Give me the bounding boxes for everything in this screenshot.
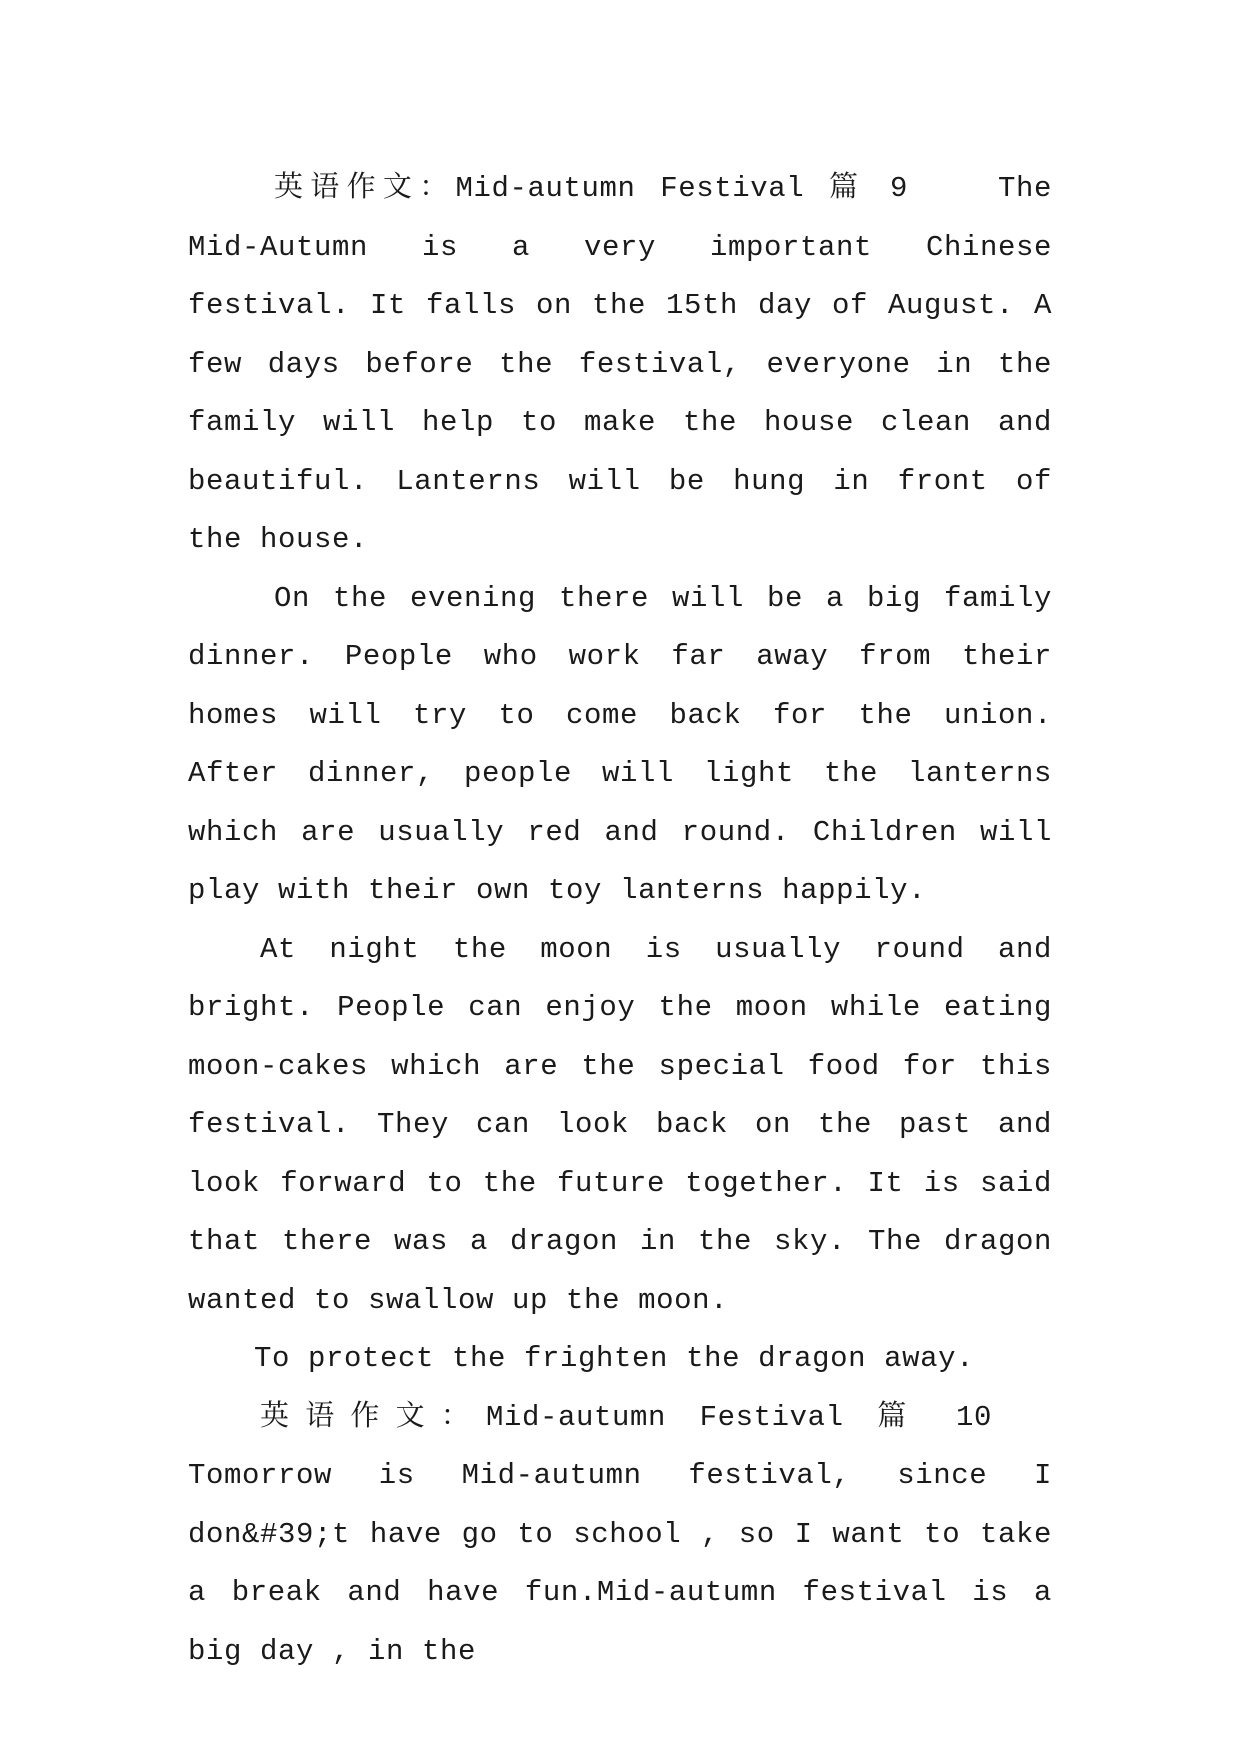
paragraph-3: At night the moon is usually round and bright. People can enjoy the moon while eating moon-cakes which are the special food for this festival. They can look back on the past and look forward to the future together. It is said that there was a dragon in the sky. The dragon wanted to swallow up the moon. xyxy=(188,932,1052,1317)
paragraph-1 xyxy=(188,160,1052,570)
paragraph-4: To protect the frighten the dragon away. xyxy=(254,1342,975,1375)
paragraph-5 xyxy=(188,1389,1052,1682)
essay-body xyxy=(188,160,1052,1681)
essay-heading-10: 英语作文：Mid-autumn Festival 篇 10 xyxy=(260,1400,992,1434)
essay-heading-9: 英语作文：Mid-autumn Festival 篇 9 xyxy=(274,172,908,205)
paragraph-2: On the evening there will be a big family dinner. People who work far away from their homes will try to come back for the union. After dinner, people will light the lanterns which are usually red and round. Children will play with their own toy lanterns happily. xyxy=(188,581,1052,907)
paragraph-1-text: The Mid-Autumn is a very important Chinese festival. It falls on the 15th day of August. A few days before the festival, everyone in the family will help to make the house clean and beautiful. Lanterns will be hung in front of the house. xyxy=(188,172,1052,556)
paragraph-5-text: Tomorrow is Mid-autumn festival, since I don&#39;t have go to school , so I want to take a break and have fun.Mid-autumn festival is a big day , in the xyxy=(188,1459,1052,1668)
